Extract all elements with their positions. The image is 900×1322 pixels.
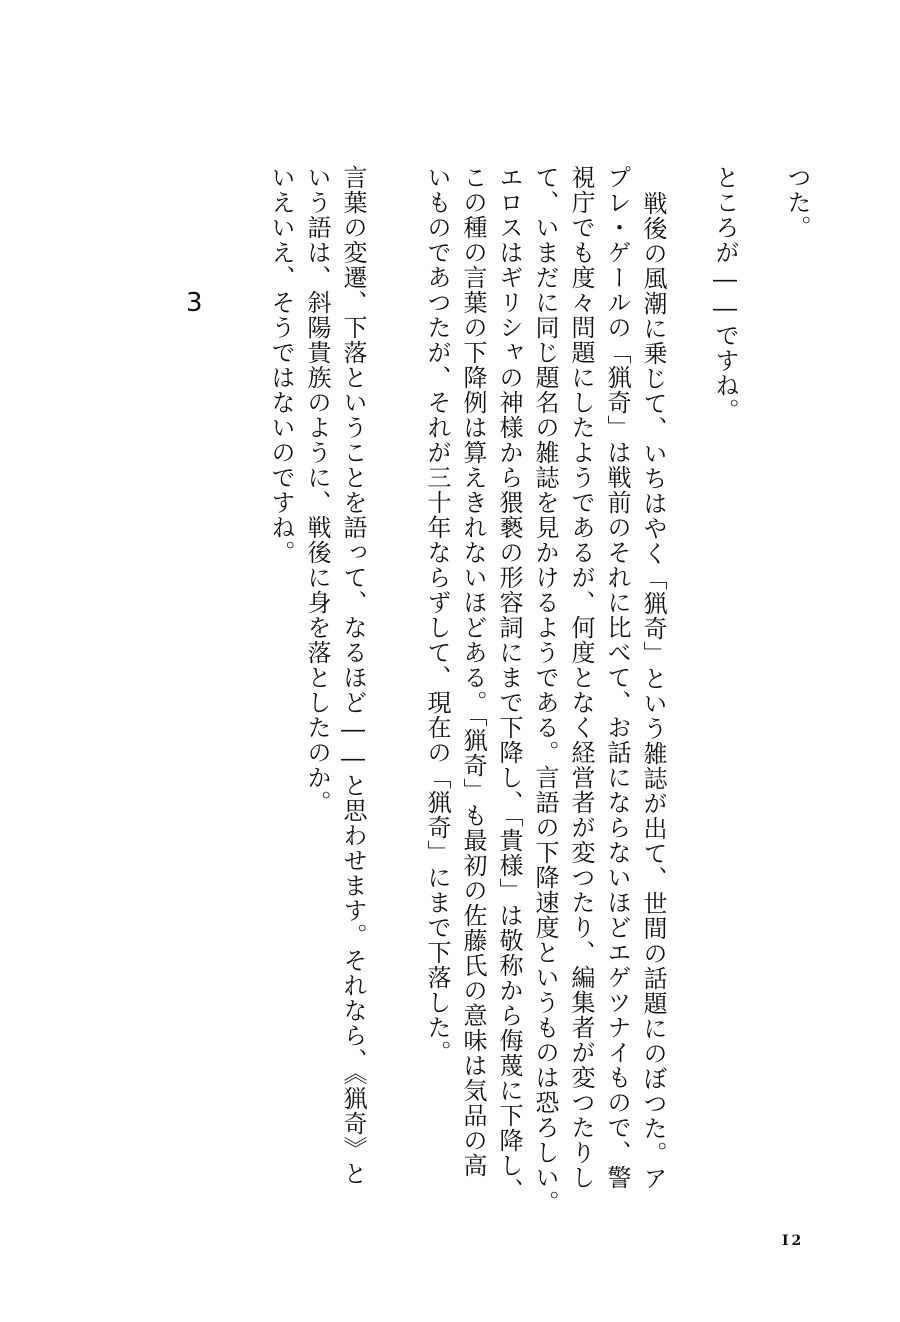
text-line-9: いものであつたが、それが三十年ならずして、現在の「猟奇」にまで下落した。 [423, 165, 451, 1065]
text-line-10: 言葉の変遷、下落ということを語って、なるほど――と思わせます。それなら、《猟奇》と [339, 165, 367, 1186]
text-line-1: つた。 [783, 165, 811, 240]
text-line-8: この種の言葉の下降例は算えきれないほどある。「猟奇」も最初の佐藤氏の意味は気品の高 [459, 165, 487, 1178]
text-line-11: いう語は、斜陽貴族のように、戦後に身を落としたのか。 [303, 165, 331, 815]
text-line-5: 視庁でも度々問題にしたようであるが、何度となく経営者が変つたり、編集者が変つたりし [567, 165, 595, 1190]
text-line-12: いえいえ、そうではないのですね。 [267, 165, 295, 565]
page-number: I2 [782, 1233, 805, 1249]
text-line-3: 戦後の風潮に乗じて、いちはやく「猟奇」という雑誌が出て、世間の話題にのぼつた。ア [639, 191, 667, 1191]
text-line-6: て、いまだに同じ題名の雑誌を見かけるようである。言語の下降速度というものは恐ろしい。 [531, 165, 559, 1215]
section-number: 3 [186, 288, 203, 318]
text-line-7: エロスはギリシャの神様から猥褻の形容詞にまで下降し、「貴様」は敬称から侮蔑に下降し、 [495, 165, 523, 1203]
text-line-2: ところが――ですね。 [711, 165, 739, 423]
text-line-4: プレ・ゲールの「猟奇」は戦前のそれに比べて、お話にならないほどエゲツナイもので、警 [603, 165, 631, 1190]
